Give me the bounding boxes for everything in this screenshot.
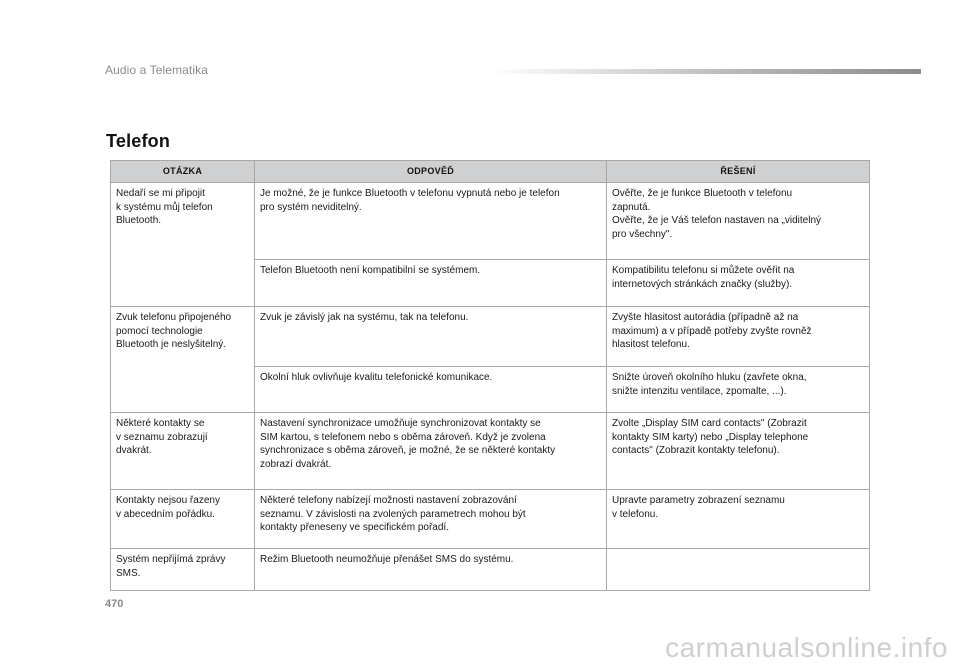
question-cell: [111, 549, 255, 591]
answer-text: Zvuk je závislý jak na systému, tak na telefonu.: [260, 312, 469, 323]
answer-cell: [255, 367, 607, 413]
solution-cell: [607, 490, 870, 549]
section-header: Audio a Telematika: [105, 63, 208, 77]
header-rule: [490, 69, 921, 74]
answer-cell: [255, 260, 607, 307]
answer-text: Nastavení synchronizace umožňuje synchronizovat kontakty se SIM kartou, s telefonem nebo s oběma zároveň. Když je zvolena synchronizace s oběma zároveň, je možné, že se některé kontakty zobrazí dvakrát.: [260, 418, 556, 470]
question-text: Nedaří se mi připojit k systému můj telefon Bluetooth.: [116, 188, 213, 226]
answer-text: Okolní hluk ovlivňuje kvalitu telefonické komunikace.: [260, 372, 493, 383]
table-row: [111, 490, 870, 549]
page-title: Telefon: [106, 131, 171, 151]
watermark: carmanualsonline.info: [665, 632, 948, 663]
question-text: Systém nepřijímá zprávy SMS.: [116, 554, 226, 579]
solution-cell: [607, 260, 870, 307]
solution-text: Kompatibilitu telefonu si můžete ověřit na internetových stránkách značky (služby).: [612, 265, 795, 290]
solution-cell: [607, 549, 870, 591]
question-text: Kontakty nejsou řazeny v abecedním pořádku.: [116, 495, 220, 520]
faq-table: [110, 160, 870, 591]
solution-cell: [607, 367, 870, 413]
answer-cell: [255, 549, 607, 591]
solution-cell: [607, 307, 870, 367]
column-header-answer: ODPOVĚĎ: [255, 161, 607, 183]
question-cell: [111, 490, 255, 549]
answer-cell: [255, 490, 607, 549]
table-header-row: [111, 161, 870, 183]
solution-text: Upravte parametry zobrazení seznamu v telefonu.: [612, 495, 785, 520]
table-row: [111, 367, 870, 413]
solution-text: Ověřte, že je funkce Bluetooth v telefonu zapnutá. Ověřte, že je Váš telefon nastaven na „viditelný pro všechny".: [612, 188, 822, 240]
solution-text: Zvyšte hlasitost autorádia (případně až na maximum) a v případě potřeby zvyšte rovněž hlasitost telefonu.: [612, 312, 812, 350]
question-text: Některé kontakty se v seznamu zobrazují dvakrát.: [116, 418, 208, 456]
question-cell: [111, 367, 255, 413]
page-number: 470: [105, 598, 124, 610]
column-header-solution: ŘEŠENÍ: [607, 161, 870, 183]
solution-cell: [607, 183, 870, 260]
table-row: [111, 307, 870, 367]
question-text: Zvuk telefonu připojeného pomocí technologie Bluetooth je neslyšitelný.: [116, 312, 232, 350]
solution-text: Snižte úroveň okolního hluku (zavřete okna, snižte intenzitu ventilace, zpomalte, ...).: [612, 372, 807, 397]
answer-cell: [255, 307, 607, 367]
table-row: [111, 183, 870, 260]
solution-text: Zvolte „Display SIM card contacts" (Zobrazit kontakty SIM karty) nebo „Display telephone contacts" (Zobrazit kontakty telefonu).: [612, 418, 809, 456]
table-row: [111, 549, 870, 591]
question-cell: [111, 260, 255, 307]
question-cell: [111, 183, 255, 260]
question-cell: [111, 307, 255, 367]
column-header-question: OTÁZKA: [111, 161, 255, 183]
solution-cell: [607, 413, 870, 490]
answer-text: Režim Bluetooth neumožňuje přenášet SMS do systému.: [260, 554, 514, 565]
answer-text: Telefon Bluetooth není kompatibilní se systémem.: [260, 265, 481, 276]
answer-text: Některé telefony nabízejí možnosti nastavení zobrazování seznamu. V závislosti na zvolených parametrech mohou být kontakty přeneseny ve specifickém pořadí.: [260, 495, 526, 533]
answer-cell: [255, 413, 607, 490]
question-cell: [111, 413, 255, 490]
table-row: [111, 260, 870, 307]
answer-cell: [255, 183, 607, 260]
table-row: [111, 413, 870, 490]
answer-text: Je možné, že je funkce Bluetooth v telefonu vypnutá nebo je telefon pro systém neviditelný.: [260, 188, 560, 213]
